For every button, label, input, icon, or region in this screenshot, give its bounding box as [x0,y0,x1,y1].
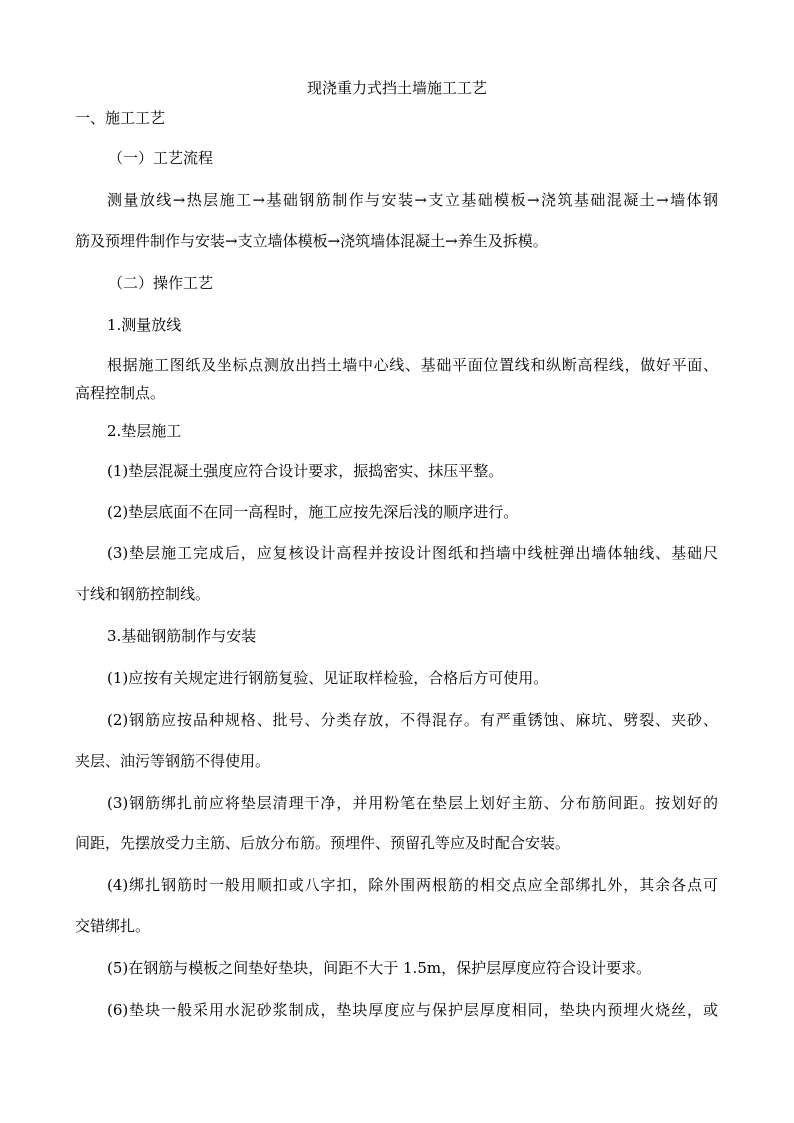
section-heading: 一、施工工艺 [75,109,166,127]
paragraph-line: (2)垫层底面不在同一高程时，施工应按先深后浅的顺序进行。 [107,503,519,521]
paragraph-line: 根据施工图纸及坐标点测放出挡土墙中心线、基础平面位置线和纵断高程线，做好平面、 [107,356,718,374]
step-heading: 2.垫层施工 [107,422,182,440]
document-title: 现浇重力式挡土墙施工工艺 [306,79,487,97]
subsection-heading-operations: （二）操作工艺 [108,274,214,292]
paragraph-line: (1)垫层混凝土强度应符合设计要求，振捣密实、抹压平整。 [107,462,504,480]
paragraph-line: (3)钢筋绑扎前应将垫层清理干净，并用粉笔在垫层上划好主筋、分布筋间距。按划好的 [107,794,718,812]
paragraph-line: 交错绑扎。 [75,917,151,935]
step-heading: 3.基础钢筋制作与安装 [107,627,257,645]
paragraph-line: 测量放线→热层施工→基础钢筋制作与安装→支立基础模板→浇筑基础混凝土→墙体钢 [107,191,718,209]
paragraph-line: 高程控制点。 [75,384,166,402]
paragraph-line: (2)钢筋应按品种规格、批号、分类存放，不得混存。有严重锈蚀、麻坑、劈裂、夹砂、 [107,711,718,729]
paragraph-line: 寸线和钢筋控制线。 [75,585,211,603]
paragraph-line: 夹层、油污等钢筋不得使用。 [75,752,271,770]
subsection-heading-process: （一）工艺流程 [108,149,214,167]
paragraph-line: (3)垫层施工完成后，应复核设计高程并按设计图纸和挡墙中线桩弹出墙体轴线、基础尺 [107,544,718,562]
paragraph-line: 筋及预埋件制作与安装→支立墙体模板→浇筑墙体混凝土→养生及拆模。 [75,232,548,250]
paragraph-line: (5)在钢筋与模板之间垫好垫块，间距不大于 1.5m，保护层厚度应符合设计要求。 [107,959,652,977]
step-heading: 1.测量放线 [107,316,182,334]
paragraph-line: 间距，先摆放受力主筋、后放分布筋。预埋件、预留孔等应及时配合安装。 [75,834,571,852]
paragraph-line: (4)绑扎钢筋时一般用顺扣或八字扣，除外围两根筋的相交点应全部绑扎外，其余各点可 [107,876,718,894]
paragraph-line: (6)垫块一般采用水泥砂浆制成，垫块厚度应与保护层厚度相同，垫块内预埋火烧丝，或 [107,1001,718,1019]
paragraph-line: (1)应按有关规定进行钢筋复验、见证取样检验，合格后方可使用。 [107,669,549,687]
